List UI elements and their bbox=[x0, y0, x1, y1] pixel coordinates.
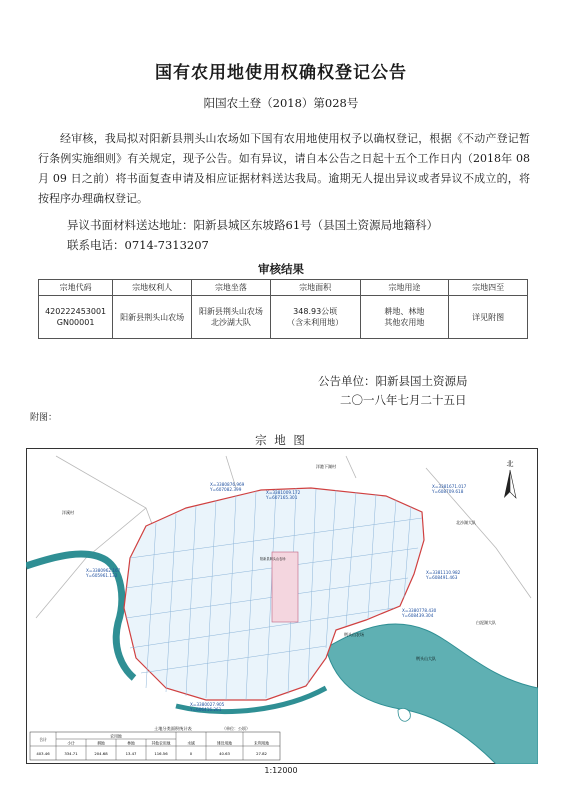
cell-owner: 阳新县荆头山农场 bbox=[113, 296, 192, 339]
central-block bbox=[272, 552, 298, 622]
land-table-group: 农用地 bbox=[110, 733, 122, 739]
land-table-value: 116.56 bbox=[154, 751, 168, 756]
land-table-unit: （单位：公顷） bbox=[222, 726, 250, 731]
header-owner: 宗地权利人 bbox=[113, 280, 192, 296]
coord-label: X=3380027.905 Y=606416.261 bbox=[190, 702, 225, 713]
coord-label: X=3380876.969 Y=607082.399 bbox=[210, 482, 245, 493]
land-table-value: 334.71 bbox=[64, 751, 78, 756]
map-scale: 1:12000 bbox=[264, 766, 298, 775]
place-label: 洋港下湖村 bbox=[316, 464, 336, 469]
land-table-value: 40.63 bbox=[219, 751, 230, 756]
place-label: 北沙湖大队 bbox=[456, 520, 476, 525]
coord-label: X=3381671.017 Y=608709.618 bbox=[432, 484, 467, 495]
place-label: 白泥湖大队 bbox=[476, 620, 496, 625]
land-table-value: 0 bbox=[189, 751, 193, 756]
body-paragraph: 经审核，我局拟对阳新县荆头山农场如下国有农用地使用权予以确权登记，根据《不动产登记暂行条例实施细则》有关规定，现予公告。如有异议，请自本公告之日起十五个工作日内（2018年 08 月 09 日之前）将书面复查申请及相应证据材料送达我局。逾期无人提出异议或者异议不成立的，将按程序办理确权登记。 bbox=[38, 132, 530, 205]
result-title: 审核结果 bbox=[258, 262, 304, 276]
attachment-label: 附图： bbox=[30, 413, 58, 423]
contact-phone: 联系电话：0714-7313207 bbox=[67, 238, 209, 252]
cell-code: 420222453001 GN00001 bbox=[39, 296, 113, 339]
land-table-header: 建设用地 bbox=[216, 740, 233, 746]
place-label: 阳新县荆头山农场 bbox=[260, 557, 286, 561]
objection-address: 异议书面材料送达地址：阳新县城区东坡路61号（县国土资源局地籍科） bbox=[67, 218, 439, 232]
land-table-title: 土地分类面积统计表 bbox=[154, 726, 192, 731]
coord-label: X=3380962.167 Y=605961.132 bbox=[86, 568, 121, 579]
land-table-header: 水域 bbox=[187, 740, 195, 746]
land-table-value: 204.68 bbox=[94, 751, 108, 756]
land-table-header: 合计 bbox=[39, 737, 47, 742]
coord-label: X=3380778.430 Y=608439.304 bbox=[402, 608, 437, 619]
land-table-header: 小计 bbox=[67, 740, 75, 746]
header-bounds: 宗地四至 bbox=[449, 280, 528, 296]
coord-label: X=3381110.982 Y=608491.463 bbox=[426, 570, 461, 581]
cell-area: 348.93公顷 （含未利用地） bbox=[270, 296, 360, 339]
table-row bbox=[39, 296, 528, 339]
header-location: 宗地坐落 bbox=[192, 280, 271, 296]
place-label: 洋溪村 bbox=[62, 510, 74, 515]
parcel-map bbox=[26, 448, 538, 764]
result-table bbox=[38, 279, 528, 339]
header-use: 宗地用途 bbox=[360, 280, 449, 296]
cell-location: 阳新县荆头山农场 北沙湖大队 bbox=[192, 296, 271, 339]
header-code: 宗地代码 bbox=[39, 280, 113, 296]
issue-date: 二〇一八年七月二十五日 bbox=[340, 393, 467, 407]
document-number: 阳国农土登（2018）第028号 bbox=[203, 96, 359, 110]
place-label: 荆头山农场 bbox=[344, 632, 364, 637]
coord-label: X=3381009.172 Y=607165.301 bbox=[266, 490, 301, 501]
land-table-value: 403.46 bbox=[36, 751, 50, 756]
land-table-value: 27.82 bbox=[256, 751, 267, 756]
cell-use: 耕地、林地 其他农用地 bbox=[360, 296, 449, 339]
issuing-unit: 公告单位：阳新县国土资源局 bbox=[318, 374, 468, 388]
north-label: 北 bbox=[506, 460, 514, 468]
land-table-value: 13.47 bbox=[125, 751, 137, 756]
place-label: 荆头山大队 bbox=[416, 656, 436, 661]
land-table-header: 林地 bbox=[127, 740, 135, 746]
header-area: 宗地面积 bbox=[270, 280, 360, 296]
land-table-header: 未利用地 bbox=[253, 740, 270, 746]
land-table-header: 耕地 bbox=[97, 740, 105, 746]
map-title: 宗 地 图 bbox=[255, 433, 307, 447]
page-title: 国有农用地使用权确权登记公告 bbox=[155, 63, 407, 83]
cell-bounds: 详见附图 bbox=[449, 296, 528, 339]
land-table-header: 其他农用地 bbox=[151, 740, 171, 746]
result-table-header bbox=[39, 280, 528, 296]
